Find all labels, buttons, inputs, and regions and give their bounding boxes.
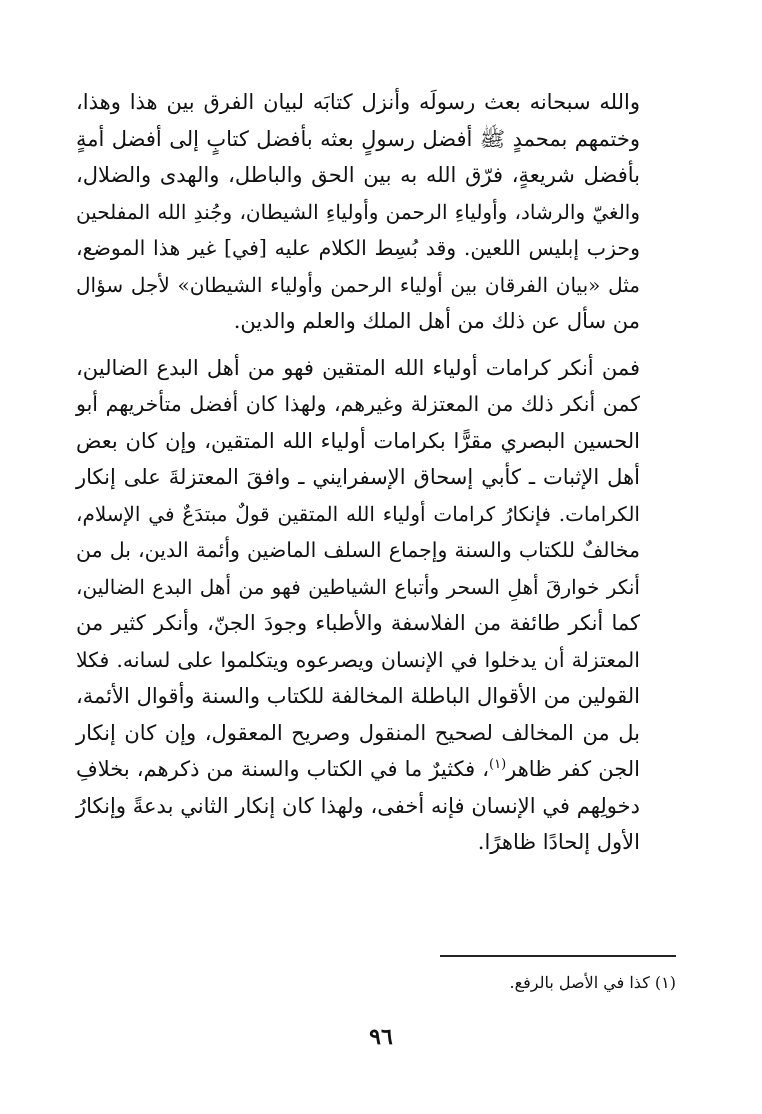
- text-line: والله سبحانه بعث رسولَه وأنزل كتابَه لبيان الفرق بين هذا وهذا،: [76, 90, 640, 114]
- text-line: من سأل عن ذلك من أهل الملك والعلم والدين.: [233, 309, 640, 333]
- footnote-marker: (١): [654, 973, 676, 992]
- text-line: وختمهم بمحمدٍ ﷺ أفضل رسولٍ بعثه بأفضل كتابٍ إلى أفضل أمةٍ: [76, 126, 640, 151]
- footnote-divider: [440, 955, 676, 957]
- footnote: [76, 970, 676, 996]
- text-line: كما أنكر طائفة من الفلاسفة والأطباء وجودَ الجنّ، وأنكر كثير من: [76, 611, 640, 635]
- text-line: القولين من الأقوال الباطلة المخالفة للكتاب والسنة وأقوال الأئمة،: [76, 684, 640, 708]
- text-line: والغيّ والرشاد، وأولياءِ الرحمن وأولياءِ الشيطان، وجُندِ الله المفلحين: [76, 199, 640, 224]
- text-line: فمن أنكر كرامات أولياء الله المتقين فهو من أهل البدع الضالين،: [76, 355, 640, 380]
- text-line: أهل الإثبات ـ كأبي إسحاق الإسفرايني ـ وافقَ المعتزلةَ على إنكار: [76, 465, 640, 489]
- page-number: ٩٦: [369, 1024, 393, 1050]
- text-line: وحزب إبليس اللعين. وقد بُسِط الكلام عليه [في] غير هذا الموضع،: [76, 236, 640, 260]
- text-line: بأفضل شريعةٍ، فرّق الله به بين الحق والباطل، والهدى والضلال،: [76, 163, 640, 187]
- paragraph-1: [76, 84, 676, 340]
- text-line: الحسين البصري مقرًّا بكرامات أولياء الله المتقين، وإن كان بعض: [76, 428, 640, 453]
- paragraph-2: [76, 350, 676, 861]
- text-line: دخولِهم في الإنسان فإنه أخفى، ولهذا كان إنكار الثاني بدعةً وإنكارُ: [76, 793, 640, 818]
- footnote-text: كذا في الأصل بالرفع.: [509, 973, 650, 992]
- text-line: الكرامات. فإنكارُ كرامات أولياء الله المتقين قولٌ مبتدَعٌ في الإسلام،: [76, 501, 640, 526]
- text-line-with-footnote: [76, 751, 676, 788]
- text-line: الأول إلحادًا ظاهرًا.: [477, 830, 640, 854]
- text-line: المعتزلة أن يدخلوا في الإنسان ويصرعوه ويتكلموا على لسانه. فكلا: [76, 647, 640, 672]
- footnote-reference[interactable]: (١): [489, 757, 507, 772]
- text-line: أنكر خوارقَ أهلِ السحر وأتباع الشياطين فهو من أهل البدع الضالين،: [76, 574, 640, 599]
- text-segment: الجن كفر ظاهر: [506, 757, 640, 781]
- page-body: [76, 84, 676, 861]
- text-line: بل من المخالف لصحيح المنقول وصريح المعقول، وإن كان إنكار: [76, 720, 640, 745]
- text-line: كمن أنكر ذلك من المعتزلة وغيرهم، ولهذا كان أفضل متأخريهم أبو: [76, 392, 640, 416]
- text-segment: ، فكثيرٌ ما في الكتاب والسنة من ذكرهم، بخلافِ: [76, 757, 489, 781]
- text-line: مخالفٌ للكتاب والسنة وإجماع السلف الماضين وأئمة الدين، بل من: [76, 538, 641, 562]
- text-line: مثل «بيان الفرقان بين أولياء الرحمن وأولياء الشيطان» لأجل سؤال: [76, 272, 640, 297]
